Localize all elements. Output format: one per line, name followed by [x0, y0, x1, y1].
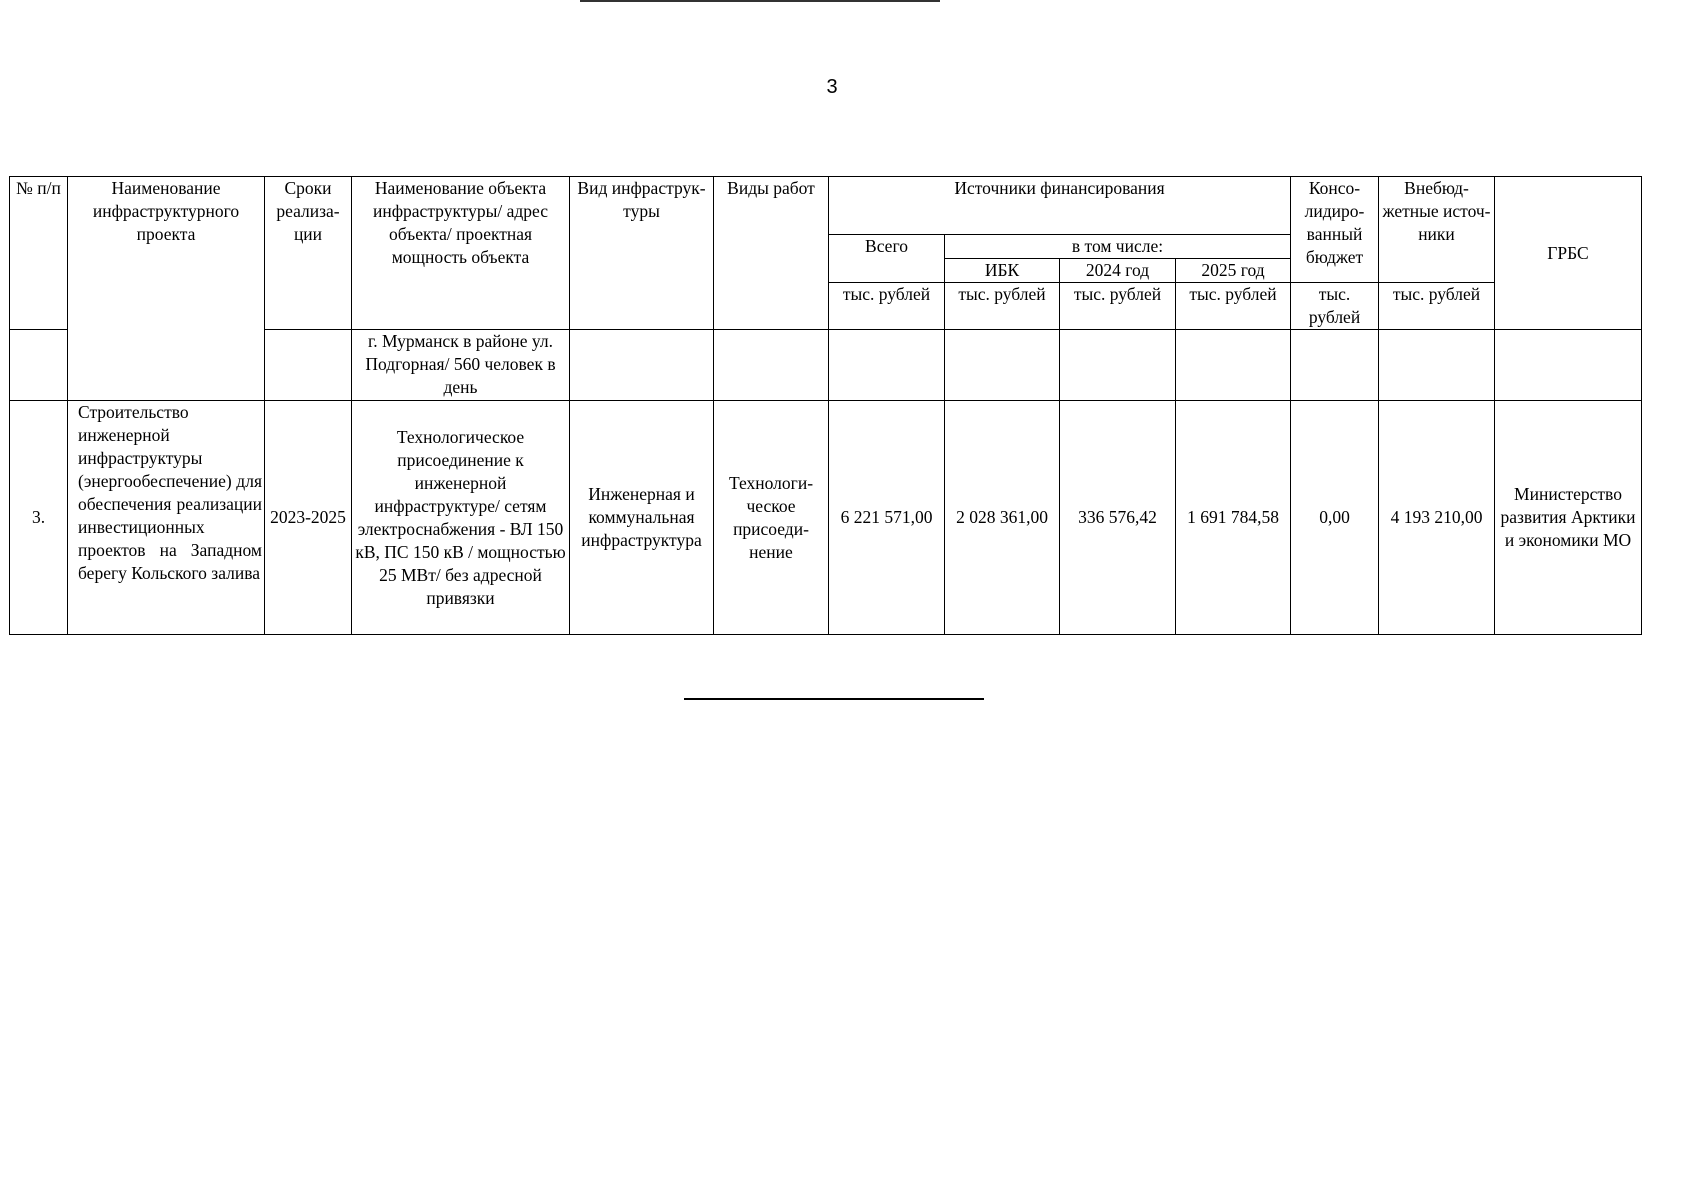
cont-total [829, 330, 945, 401]
end-divider [684, 698, 984, 700]
cont-grbs [1495, 330, 1642, 401]
row3-2024: 336 576,42 [1060, 401, 1176, 635]
unit-2024: тыс. рублей [1060, 283, 1176, 330]
unit-consolidated: тыс. рублей [1291, 283, 1379, 330]
header-extrabudget: Внебюд-жетные источ-ники [1379, 177, 1495, 283]
cont-consolidated [1291, 330, 1379, 401]
header-total: Всего [829, 235, 945, 283]
row3-extrabudget: 4 193 210,00 [1379, 401, 1495, 635]
row3-2025: 1 691 784,58 [1176, 401, 1291, 635]
cont-2024 [1060, 330, 1176, 401]
row3-infra-type: Инженерная и коммунальная инфраструктура [570, 401, 714, 635]
cont-num [10, 330, 68, 401]
row3-ibk: 2 028 361,00 [945, 401, 1060, 635]
row3-total: 6 221 571,00 [829, 401, 945, 635]
header-work-types: Виды работ [714, 177, 829, 330]
header-period: Сроки реализа-ции [265, 177, 352, 330]
page-number: 3 [826, 76, 838, 98]
header-2025: 2025 год [1176, 259, 1291, 283]
table-row [10, 401, 1642, 635]
row3-consolidated: 0,00 [1291, 401, 1379, 635]
header-ibk: ИБК [945, 259, 1060, 283]
unit-extrabudget: тыс. рублей [1379, 283, 1495, 330]
cont-infra-type [570, 330, 714, 401]
header-grbs: ГРБС [1495, 177, 1642, 330]
cont-ibk [945, 330, 1060, 401]
row3-project-name: Строительство инженерной инфраструктуры (энергообеспечение) для обеспечения реализации инвестиционных проектов на Западном берегу Кольского залива [68, 401, 265, 635]
cont-period [265, 330, 352, 401]
funding-table [9, 176, 1642, 635]
header-num: № п/п [10, 177, 68, 330]
scan-artifact-line [580, 0, 940, 2]
header-2024: 2024 год [1060, 259, 1176, 283]
unit-ibk: тыс. рублей [945, 283, 1060, 330]
header-funding-sources: Источники финансирования [829, 177, 1291, 235]
header-consolidated: Консо-лидиро-ванный бюджет [1291, 177, 1379, 283]
cont-2025 [1176, 330, 1291, 401]
header-infra-type: Вид инфраструк-туры [570, 177, 714, 330]
header-project-name: Наименование инфраструктурного проекта [68, 177, 265, 401]
row3-object: Технологическое присоединение к инженерной инфраструктуре/ сетям электроснабжения - ВЛ 150 кВ, ПС 150 кВ / мощностью 25 МВт/ без адресной привязки [352, 401, 570, 635]
unit-2025: тыс. рублей [1176, 283, 1291, 330]
cont-object: г. Мурманск в районе ул. Подгорная/ 560 человек в день [352, 330, 570, 401]
header-object: Наименование объекта инфраструктуры/ адрес объекта/ проектная мощность объекта [352, 177, 570, 330]
row3-grbs: Министерство развития Арктики и экономики МО [1495, 401, 1642, 635]
row3-period: 2023-2025 [265, 401, 352, 635]
cont-extrabudget [1379, 330, 1495, 401]
row3-num: 3. [10, 401, 68, 635]
cont-work-types [714, 330, 829, 401]
row3-work-types: Технологи-ческое присоеди-нение [714, 401, 829, 635]
header-including: в том числе: [945, 235, 1291, 259]
unit-total: тыс. рублей [829, 283, 945, 330]
